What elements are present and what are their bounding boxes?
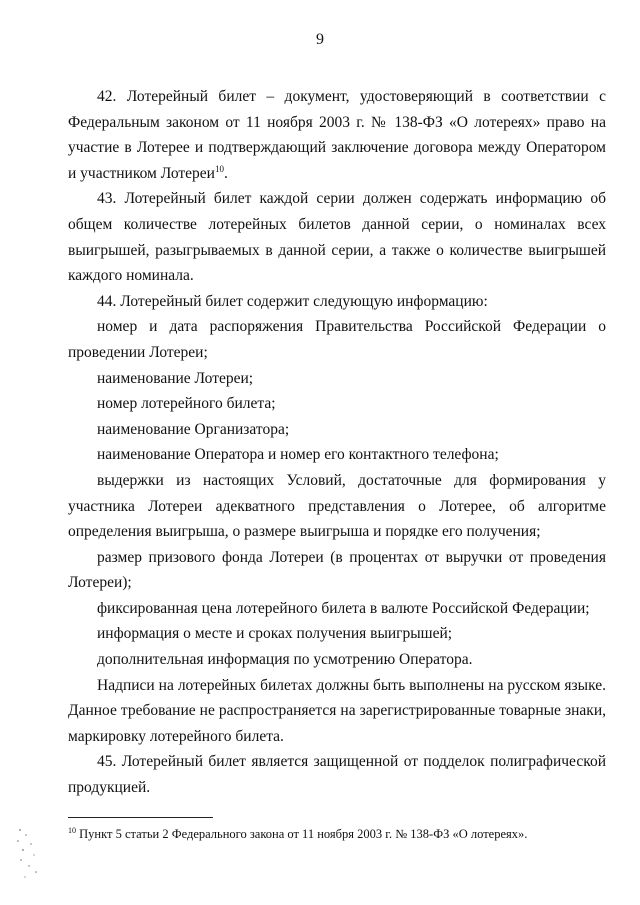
list-item: информация о месте и сроках получения выигрышей; — [97, 625, 453, 643]
list-item: наименование Организатора; — [97, 420, 290, 438]
document-body — [68, 84, 606, 801]
footnote — [68, 826, 608, 842]
paragraph-43: 43. Лотерейный билет каждой серии должен содержать информацию об общем количестве лотерейных билетов данной серии, о номиналах всех выигрышей, разыгрываемых в данной серии, а также о количестве выигрышей каждого номинала. — [68, 190, 606, 285]
paragraph-44: 44. Лотерейный билет содержит следующую информацию: — [97, 292, 488, 310]
language-requirement-paragraph: Надписи на лотерейных билетах должны быть выполнены на русском языке. Данное требование не распространяется на зарегистрированные товарные знаки, маркировку лотерейного билета. — [68, 676, 606, 745]
list-item: наименование Оператора и номер его контактного телефона; — [97, 446, 499, 464]
footnote-reference: 10 — [214, 163, 224, 174]
paragraph-42 — [68, 84, 606, 186]
list-item: номер лотерейного билета; — [97, 395, 276, 413]
scan-artifact-marks — [12, 826, 52, 886]
footnote-divider — [68, 817, 213, 818]
list-item: размер призового фонда Лотереи (в процентах от выручки от проведения Лотереи); — [68, 548, 606, 592]
paragraph-text: 42. Лотерейный билет – документ, удостоверяющий в соответствии с Федеральным законом от 11 ноября 2003 г. № 138-ФЗ «О лотереях» право на участие в Лотерее и подтверждающий заключение договора между Оператором и участником Лотереи — [68, 88, 606, 182]
list-item: фиксированная цена лотерейного билета в валюте Российской Федерации; — [97, 599, 590, 617]
page-number: 9 — [316, 31, 324, 48]
list-item: номер и дата распоряжения Правительства Российской Федерации о проведении Лотереи; — [68, 318, 606, 361]
list-item: дополнительная информация по усмотрению Оператора. — [97, 651, 473, 669]
list-item: наименование Лотереи; — [97, 369, 254, 387]
footnote-text: Пункт 5 статьи 2 Федерального закона от 11 ноября 2003 г. № 138-ФЗ «О лотереях». — [79, 827, 528, 841]
paragraph-45: 45. Лотерейный билет является защищенной от подделок полиграфической продукцией. — [68, 753, 606, 797]
paragraph-text-end: . — [223, 164, 228, 182]
list-item: выдержки из настоящих Условий, достаточные для формирования у участника Лотереи адекватного представления о Лотерее, об алгоритме определения выигрыша, о размере выигрыша и порядке его получения; — [68, 471, 606, 541]
footnote-marker: 10 — [68, 826, 76, 835]
